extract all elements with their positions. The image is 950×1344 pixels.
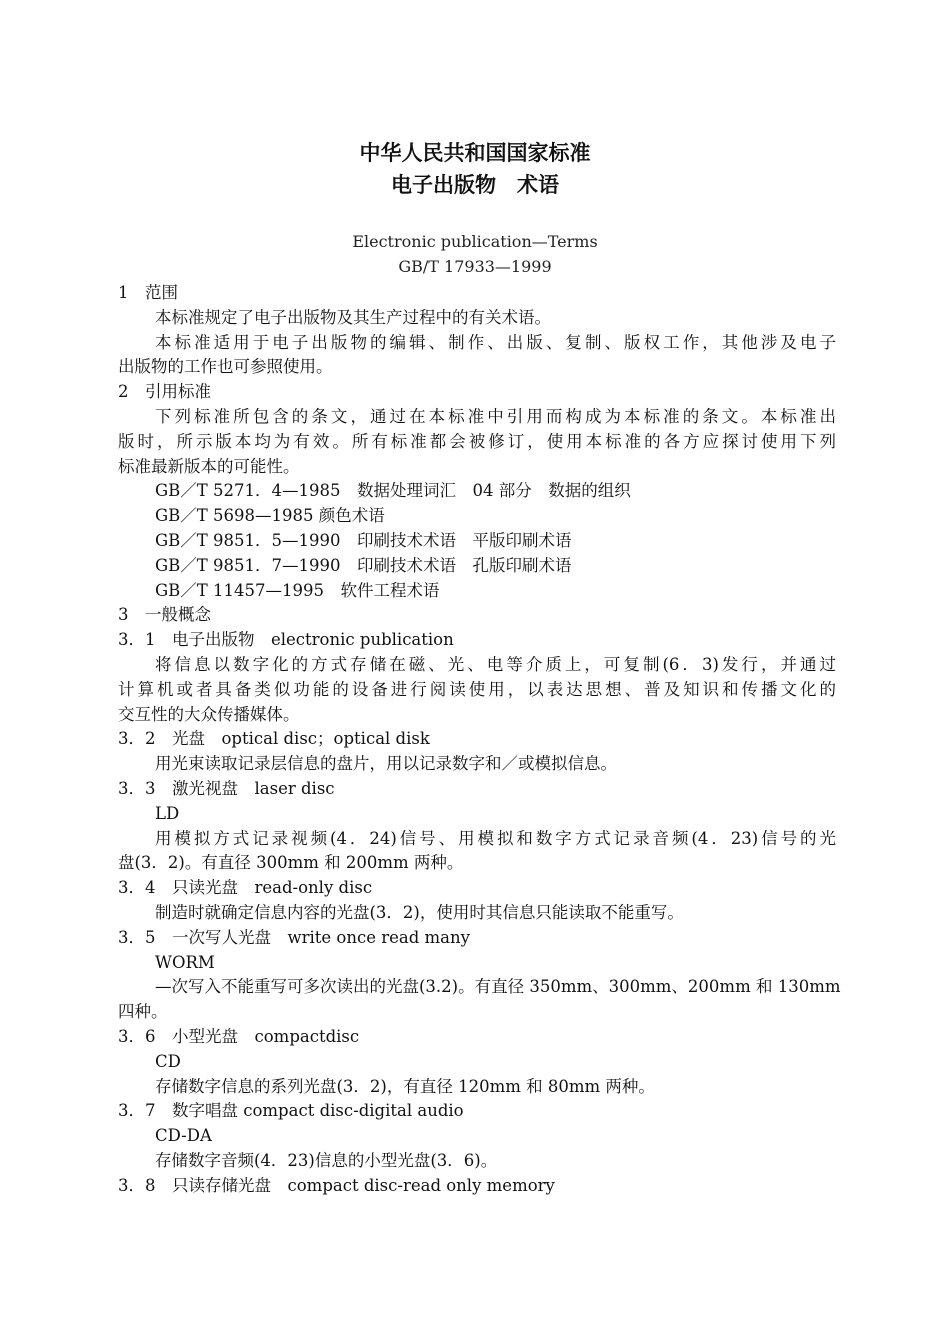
section-heading: 1 范围 xyxy=(118,283,178,302)
definition-line: 四种。 xyxy=(118,1002,168,1022)
paragraph-line: 下列标准所包含的条文，通过在本标准中引用而构成为本标准的条文。本标准出 xyxy=(155,406,836,426)
definition-line: 用光束读取记录层信息的盘片，用以记录数字和／或模拟信息。 xyxy=(155,754,617,774)
definition-line: 存储数字信息的系列光盘(3．2)，有直径 120mm 和 80mm 两种。 xyxy=(155,1076,655,1096)
term-heading: 3．6 小型光盘 compactdisc xyxy=(118,1026,360,1046)
term-heading: 3．2 光盘 optical disc；optical disk xyxy=(118,729,430,749)
term-heading: 3．1 电子出版物 electronic publication xyxy=(118,630,454,650)
reference-item: GB／T 9851．7—1990 印刷技术术语 孔版印刷术语 xyxy=(155,555,572,575)
term-heading: 3．3 激光视盘 laser disc xyxy=(118,778,335,798)
paragraph-line: 本标准适用于电子出版物的编辑、制作、出版、复制、版权工作，其他涉及电子 xyxy=(155,332,836,352)
reference-item: GB／T 5271．4—1985 数据处理词汇 04 部分 数据的组织 xyxy=(155,481,631,501)
english-title: Electronic publication—Terms xyxy=(352,232,598,251)
paragraph-line: 标准最新版本的可能性。 xyxy=(118,456,300,476)
definition-line: —次写入不能重写可多次读出的光盘(3.2)。有直径 350mm、300mm、200mm 和 130mm xyxy=(155,977,841,997)
term-heading: 3．7 数字唱盘 compact disc-digital audio xyxy=(118,1101,464,1121)
definition-line: 用模拟方式记录视频(4．24)信号、用模拟和数字方式记录音频(4．23)信号的光 xyxy=(155,828,836,848)
reference-item: GB／T 5698—1985 颜色术语 xyxy=(155,506,385,526)
document-body xyxy=(118,281,841,1198)
definition-line: 将信息以数字化的方式存储在磁、光、电等介质上，可复制(6．3)发行，并通过 xyxy=(155,654,836,674)
reference-item: GB／T 9851．5—1990 印刷技术术语 平版印刷术语 xyxy=(155,530,572,550)
document-title: 中华人民共和国国家标准 xyxy=(359,141,591,165)
paragraph-line: 出版物的工作也可参照使用。 xyxy=(118,357,333,377)
reference-item: GB／T 11457—1995 软件工程术语 xyxy=(155,580,440,600)
section-heading: 3 一般概念 xyxy=(118,605,211,625)
definition-line: 计算机或者具备类似功能的设备进行阅读使用，以表达思想、普及知识和传播文化的 xyxy=(118,679,836,699)
term-heading: 3．4 只读光盘 read-only disc xyxy=(118,878,373,898)
definition-line: 制造时就确定信息内容的光盘(3．2)，使用时其信息只能读取不能重写。 xyxy=(155,902,684,922)
term-abbreviation: WORM xyxy=(155,952,215,972)
paragraph-line: 版时，所示版本均为有效。所有标准都会被修订，使用本标准的各方应探讨使用下列 xyxy=(118,431,836,451)
term-abbreviation: CD xyxy=(155,1051,181,1071)
document-subtitle: 电子出版物 术语 xyxy=(391,173,559,197)
paragraph-line: 本标准规定了电子出版物及其生产过程中的有关术语。 xyxy=(155,307,551,327)
definition-line: 交互性的大众传播媒体。 xyxy=(118,704,300,724)
standard-number: GB/T 17933—1999 xyxy=(398,257,552,276)
section-heading: 2 引用标准 xyxy=(118,382,211,402)
term-heading: 3．5 一次写人光盘 write once read many xyxy=(118,927,470,947)
term-abbreviation: LD xyxy=(155,803,180,823)
term-heading: 3．8 只读存储光盘 compact disc-read only memory xyxy=(118,1175,555,1195)
definition-line: 存储数字音频(4．23)信息的小型光盘(3．6)。 xyxy=(155,1150,498,1170)
term-abbreviation: CD-DA xyxy=(155,1126,212,1146)
definition-line: 盘(3．2)。有直径 300mm 和 200mm 两种。 xyxy=(118,853,464,873)
